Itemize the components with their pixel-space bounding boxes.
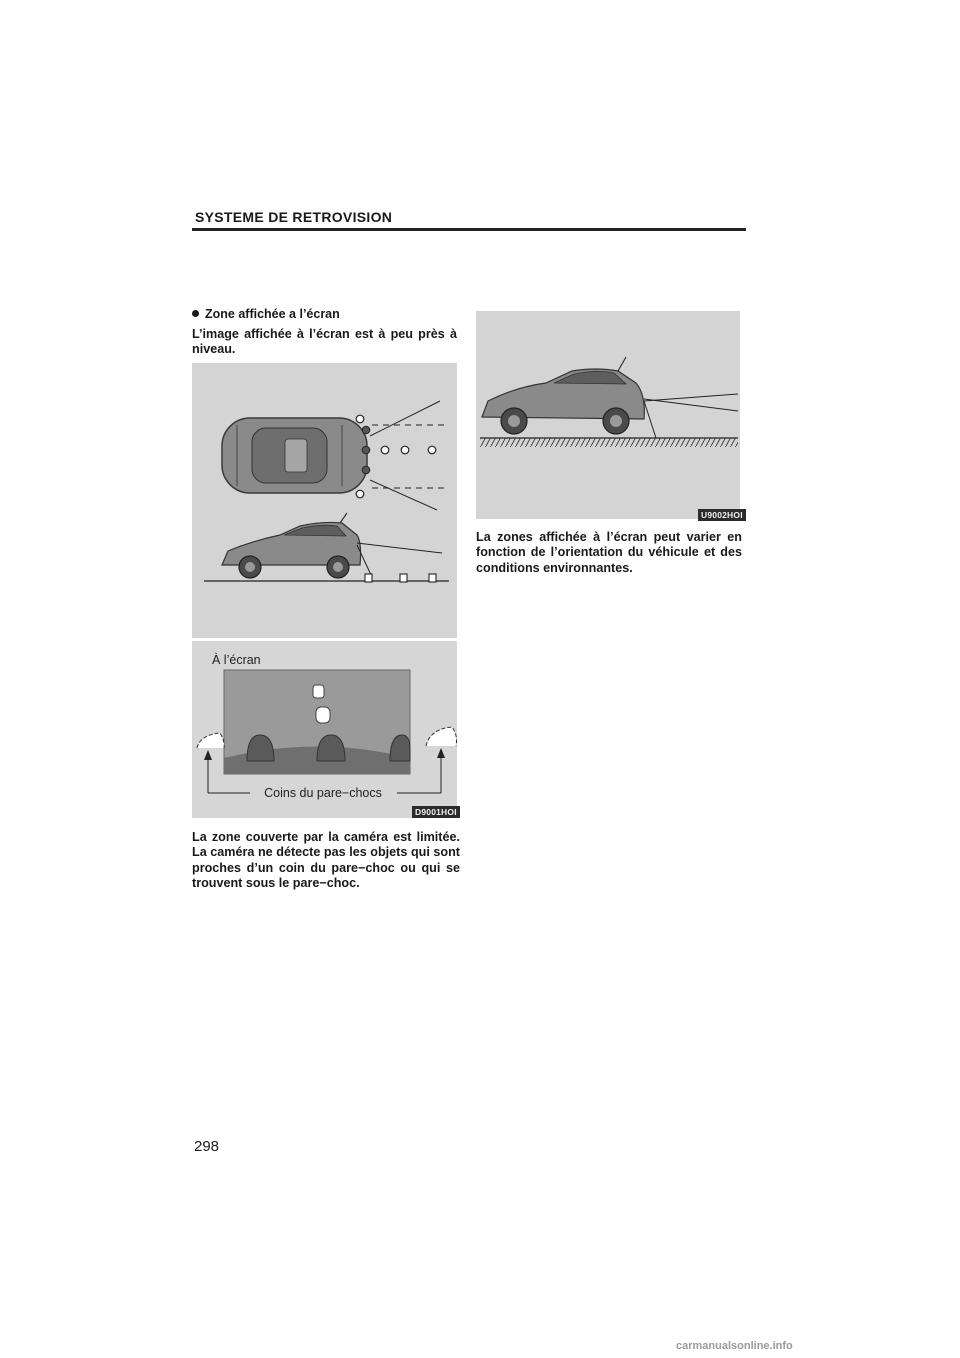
section-heading-text: Zone affichée a l’écran bbox=[205, 307, 340, 321]
bullet-icon bbox=[192, 310, 199, 317]
camera-angle-figure bbox=[476, 311, 743, 520]
camera-coverage-illustration bbox=[192, 363, 457, 818]
header-rule bbox=[192, 228, 746, 231]
bumper-corners-label: Coins du pare−chocs bbox=[264, 786, 382, 800]
figure-code-2: U9002HOI bbox=[698, 509, 746, 521]
screen-label: À l’écran bbox=[212, 653, 261, 667]
section-heading bbox=[192, 307, 340, 321]
intro-paragraph: L’image affichée à l’écran est à peu près à niveau. bbox=[192, 327, 457, 357]
watermark: carmanualsonline.info bbox=[676, 1340, 793, 1352]
page-number: 298 bbox=[194, 1138, 220, 1155]
section-header-title: SYSTEME DE RETROVISION bbox=[195, 209, 393, 225]
figure-code: D9001HOI bbox=[412, 806, 460, 818]
car-top-view bbox=[222, 418, 367, 493]
zone-variation-paragraph: La zones affichée à l’écran peut varier en fonction de l’orientation du véhicule et des conditions environnantes. bbox=[476, 530, 742, 575]
camera-coverage-figure bbox=[192, 363, 457, 818]
camera-angle-illustration bbox=[476, 311, 740, 519]
camera-limit-paragraph: La zone couverte par la caméra est limitée. La caméra ne détecte pas les objets qui sont proches d’un coin du pare−choc ou qui se trouvent sous le pare−choc. bbox=[192, 830, 460, 890]
